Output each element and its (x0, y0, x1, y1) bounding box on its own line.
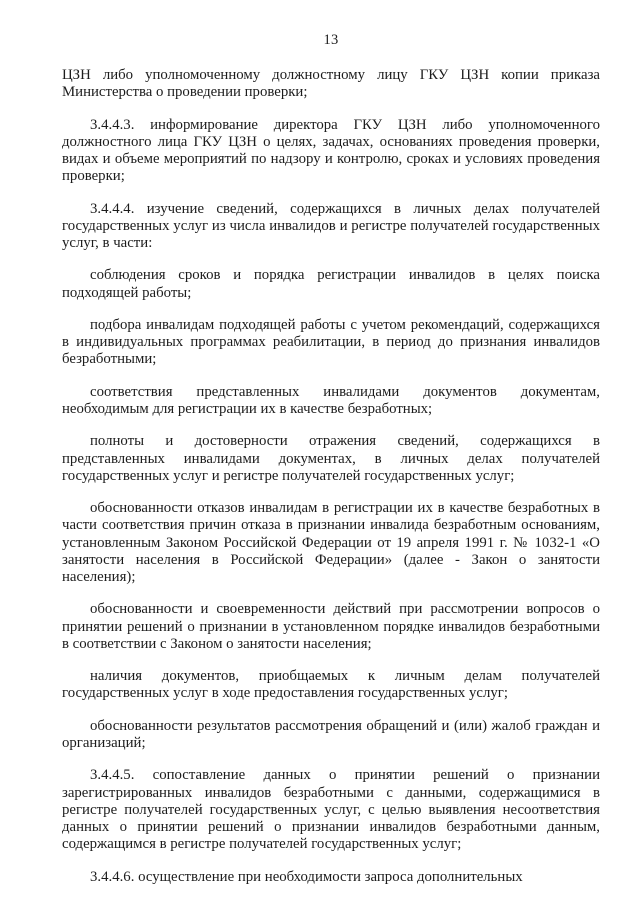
paragraph-refusal-validity: обоснованности отказов инвалидам в регистрации их в качестве безработных в части соответствия причин отказа в признании инвалида безработным основаниям, установленным Законом Российской Федерации от 19 апреля 1991 г. № 1032-1 «О занятости населения в Российской Федерации» (далее - Закон о занятости населения); (62, 500, 600, 585)
paragraph-3-4-4-6: 3.4.4.6. осуществление при необходимости запроса дополнительных (90, 868, 523, 885)
paragraph-documents-compliance: соответствия представленных инвалидами документов документам, необходимым для регистрации их в качестве безработных; (62, 383, 600, 417)
paragraph-documents-presence: наличия документов, приобщаемых к личным делам получателей государственных услуг в ходе предоставления государственных услуг; (62, 668, 600, 702)
paragraph-job-selection: подбора инвалидам подходящей работы с учетом рекомендаций, содержащихся в индивидуальных программах реабилитации, в период до признания инвалидов безработными; (62, 316, 600, 368)
paragraph-copy-of-order: ЦЗН либо уполномоченному должностному лицу ГКУ ЦЗН копии приказа Министерства о проведении проверки; (62, 67, 600, 101)
paragraph-3-4-4-3: 3.4.4.3. информирование директора ГКУ ЦЗН либо уполномоченного должностного лица ГКУ ЦЗН о целях, задачах, основаниях проведения проверки, видах и объеме мероприятий по надзору и контролю, сроках и условиях проведения проверки; (62, 116, 600, 185)
paragraph-registration-terms: соблюдения сроков и порядка регистрации инвалидов в целях поиска подходящей работы; (62, 267, 600, 301)
paragraph-completeness: полноты и достоверности отражения сведений, содержащихся в представленных инвалидами документах, в личных делах получателей государственных услуг и регистре получателей государственных услуг; (62, 433, 600, 484)
page-number: 13 (323, 32, 339, 48)
paragraph-timeliness: обоснованности и своевременности действий при рассмотрении вопросов о принятии решений о признании в установленном порядке инвалидов безработными в соответствии с Законом о занятости населения; (62, 601, 600, 652)
paragraph-3-4-4-5: 3.4.4.5. сопоставление данных о принятии решений о признании зарегистрированных инвалидов безработными с данными, содержащимися в регистре получателей государственных услуг, с целью выявления несоответствия данных о принятии решений о признании инвалидов безработными данным, содержащимся в регистре получателей государственных услуг; (62, 767, 600, 853)
paragraph-3-4-4-4: 3.4.4.4. изучение сведений, содержащихся в личных делах получателей государственных услуг из числа инвалидов и регистре получателей государственных услуг, в части: (62, 200, 600, 251)
paragraph-complaints: обоснованности результатов рассмотрения обращений и (или) жалоб граждан и организаций; (62, 717, 600, 751)
